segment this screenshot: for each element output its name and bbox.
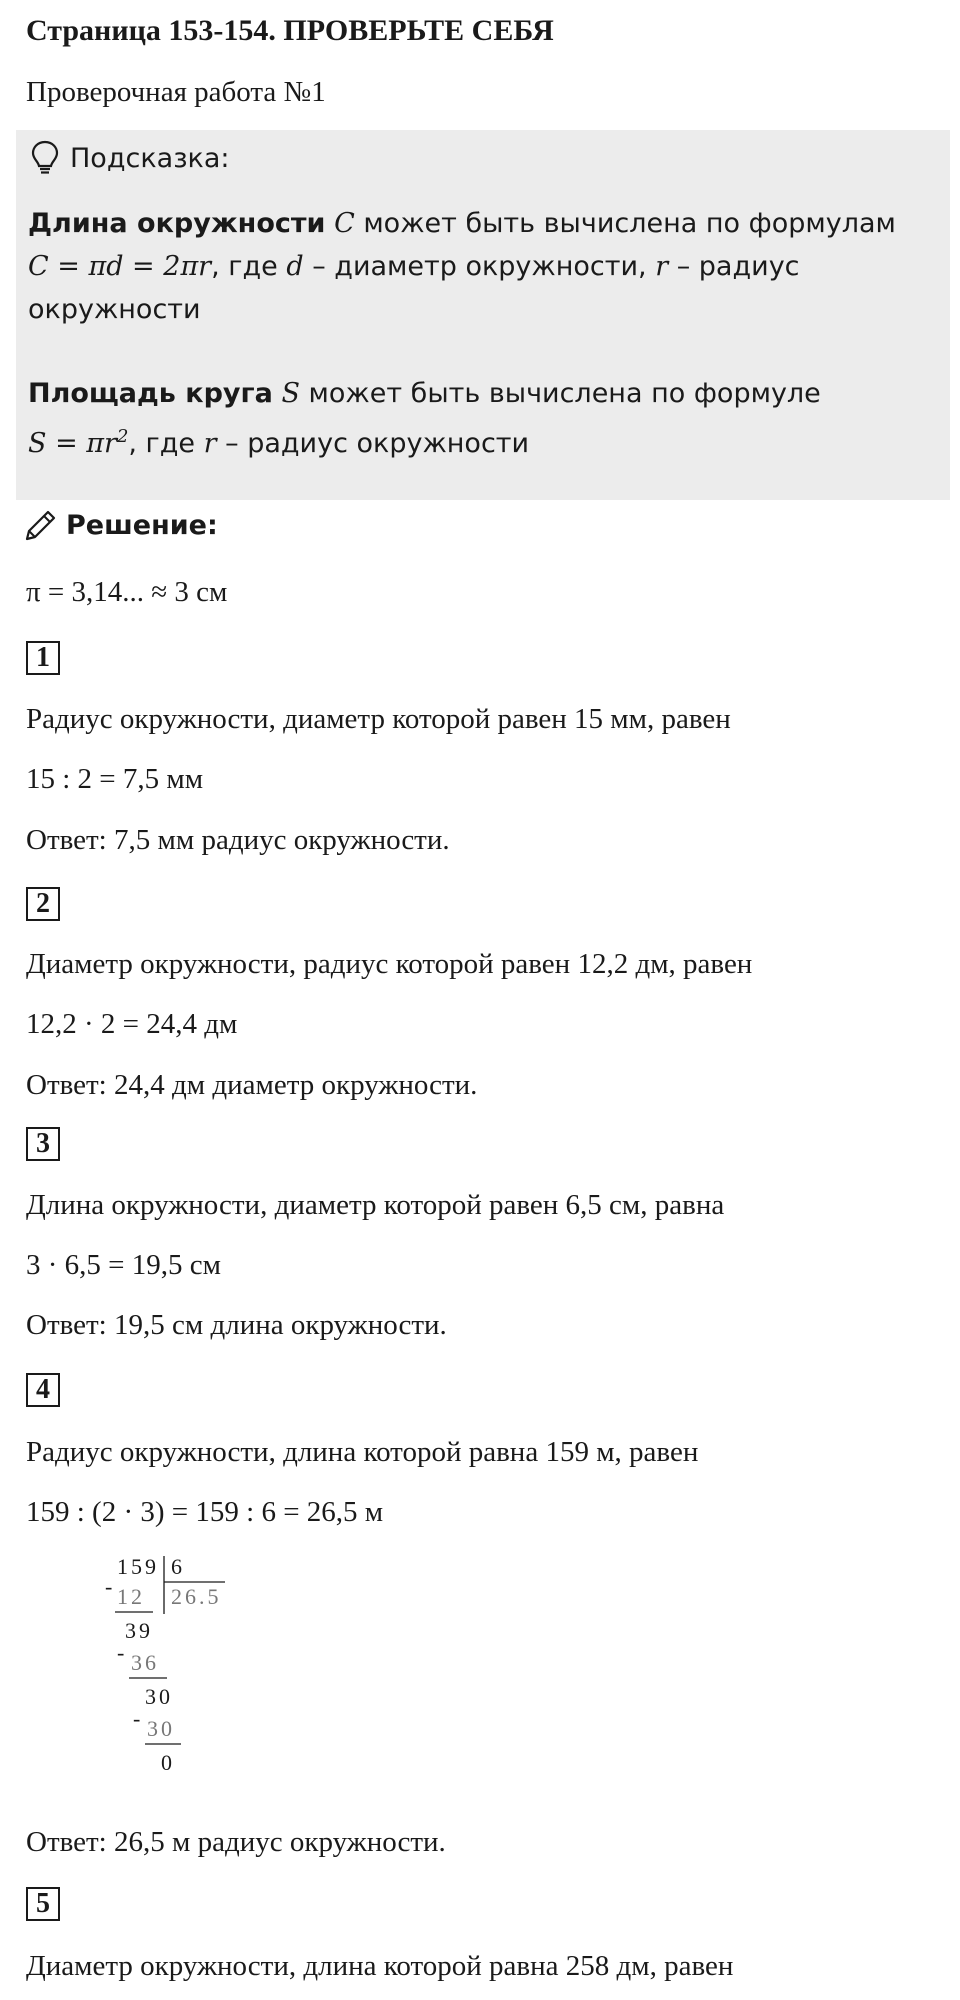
task-number-2: 2 (26, 887, 60, 921)
solution-label: Решение: (66, 509, 218, 541)
division-lines (105, 1554, 245, 1794)
task-number-1: 1 (26, 641, 60, 675)
division-subtract-1: 12 (117, 1584, 145, 1609)
division-remainder-2: 30 (145, 1684, 173, 1709)
division-subtract-2: 36 (131, 1650, 159, 1675)
division-minus-3: - (133, 1706, 144, 1731)
lightbulb-icon (30, 140, 60, 176)
division-divisor: 6 (171, 1554, 185, 1579)
task-4-calculation: 159 : (2 · 3) = 159 : 6 = 26,5 м (26, 1496, 384, 1528)
hint-label: Подсказка: (70, 142, 230, 174)
task-4-answer: Ответ: 26,5 м радиус окружности. (26, 1826, 446, 1858)
division-remainder-3: 0 (161, 1750, 175, 1775)
hint-paragraph-area: Площадь круга S может быть вычислена по формуле $S = \pi r^2$, где r – радиус окружности (28, 378, 821, 459)
task-5-statement: Диаметр окружности, длина которой равна 258 дм, равен (26, 1950, 734, 1982)
page-subtitle: Проверочная работа №1 (26, 76, 326, 108)
task-3-calculation: 3 · 6,5 = 19,5 см (26, 1249, 221, 1281)
task-2-calculation: 12,2 · 2 = 24,4 дм (26, 1008, 238, 1040)
page-title: Страница 153-154. ПРОВЕРЬТЕ СЕБЯ (26, 14, 554, 47)
hint-box (16, 130, 950, 500)
task-number-4: 4 (26, 1373, 60, 1407)
area-term: Площадь круга (28, 378, 273, 409)
task-3-statement: Длина окружности, диаметр которой равен 6,5 см, равна (26, 1189, 725, 1221)
pi-approximation: π = 3,14... ≈ 3 см (26, 576, 228, 608)
task-3-answer: Ответ: 19,5 см длина окружности. (26, 1309, 447, 1341)
division-minus-2: - (117, 1640, 128, 1665)
circumference-formula: C = πd = 2πr (28, 251, 212, 282)
task-4-statement: Радиус окружности, длина которой равна 159 м, равен (26, 1436, 699, 1468)
hint-header (30, 140, 230, 176)
division-remainder-1: 39 (125, 1618, 153, 1643)
division-dividend: 159 (117, 1554, 159, 1579)
division-minus-1: - (105, 1574, 116, 1599)
task-number-3: 3 (26, 1127, 60, 1161)
task-2-statement: Диаметр окружности, радиус которой равен 12,2 дм, равен (26, 948, 753, 980)
circumference-term: Длина окружности (28, 208, 326, 239)
area-formula: S = πr (28, 428, 117, 459)
task-number-5: 5 (26, 1887, 60, 1921)
long-division (105, 1554, 245, 1794)
pencil-icon (24, 508, 58, 542)
task-1-answer: Ответ: 7,5 мм радиус окружности. (26, 824, 450, 856)
task-1-statement: Радиус окружности, диаметр которой равен 15 мм, равен (26, 703, 731, 735)
task-1-calculation: 15 : 2 = 7,5 мм (26, 763, 204, 795)
division-subtract-3: 30 (147, 1716, 175, 1741)
division-quotient: 26.5 (171, 1584, 222, 1609)
solution-header (24, 508, 218, 542)
hint-paragraph-circumference: Длина окружности C может быть вычислена по формулам C = πd = 2πr, где d – диаметр окружности, r – радиус окружности (28, 208, 896, 325)
task-2-answer: Ответ: 24,4 дм диаметр окружности. (26, 1069, 478, 1101)
